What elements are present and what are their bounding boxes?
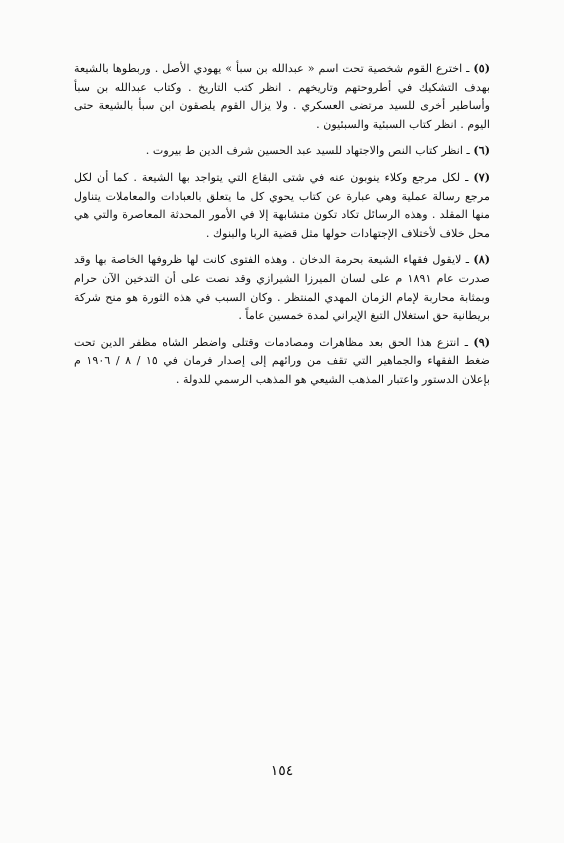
footnote-text: ـ لايقول فقهاء الشيعة بحرمة الدخان . وهذه الفتوى كانت لها ظروفها الخاصة بها وقد صدرت عام ١٨٩١ م على لسان الميرزا الشيرازي وقد نصت على أن التدخين الآن حرام وبمثابة محاربة لإمام الزمان المهدي المنتظر . وكان السبب في هذه الثورة هو منح شركة بريطانية حق استغلال التبغ الإيراني لمدة خمسين عاماً . xyxy=(74,253,490,323)
footnote-text: ـ لكل مرجع وكلاء ينوبون عنه في شتى البقاع التي يتواجد بها الشيعة . كما أن لكل مرجع رسالة عملية وهي عبارة عن كتاب يحوي كل ما يتعلق بالعبادات والمعاملات يتناول منها المقلد . وهذه الرسائل تكاد تكون متشابهة إلا في الأمور المحدثة المعاصرة والتي هي محل خلاف لأختلاف الإجتهادات حولها مثل قضية الربا والبنوك . xyxy=(74,170,490,240)
footnote xyxy=(74,59,490,134)
page-number: ١٥٤ xyxy=(270,763,294,779)
footnote xyxy=(74,141,490,161)
footnote-text: ـ اخترع القوم شخصية تحت اسم « عبدالله بن سبأ » يهودي الأصل . وربطوها بالشيعة بهدف التشكيك في أطروحتهم وتاريخهم . انظر كتب التاريخ . وكتاب عبدالله بن سبأ وأساطير أخرى للسيد مرتضى العسكري . ولا يزال القوم يلصقون ابن سبأ بالشيعة حتى اليوم . انظر كتاب السبئية والسبئيون . xyxy=(74,62,490,131)
footnote-text: ـ انتزع هذا الحق بعد مظاهرات ومصادمات وقتلى واضطر الشاه مظفر الدين تحت ضغط الفقهاء والجماهير التي تقف من ورائهم إلى إصدار فرمان في ١٥ / ٨ / ١٩٠٦ م بإعلان الدستور واعتبار المذهب الشيعي هو المذهب الرسمي للدولة . xyxy=(74,335,490,386)
footnote-number: (٩) xyxy=(473,334,490,349)
footnote-number: (٨) xyxy=(473,252,490,267)
footnote-number: (٦) xyxy=(473,143,490,158)
footnote-number: (٥) xyxy=(473,61,491,75)
footnote xyxy=(74,333,490,390)
footnote-text: ـ انظر كتاب النص والاجتهاد للسيد عبد الحسين شرف الدين ط بيروت . xyxy=(145,144,470,158)
footnote-number: (٧) xyxy=(473,169,490,184)
footnote xyxy=(74,250,490,325)
footnote xyxy=(74,168,490,243)
footnotes-block xyxy=(74,59,490,397)
